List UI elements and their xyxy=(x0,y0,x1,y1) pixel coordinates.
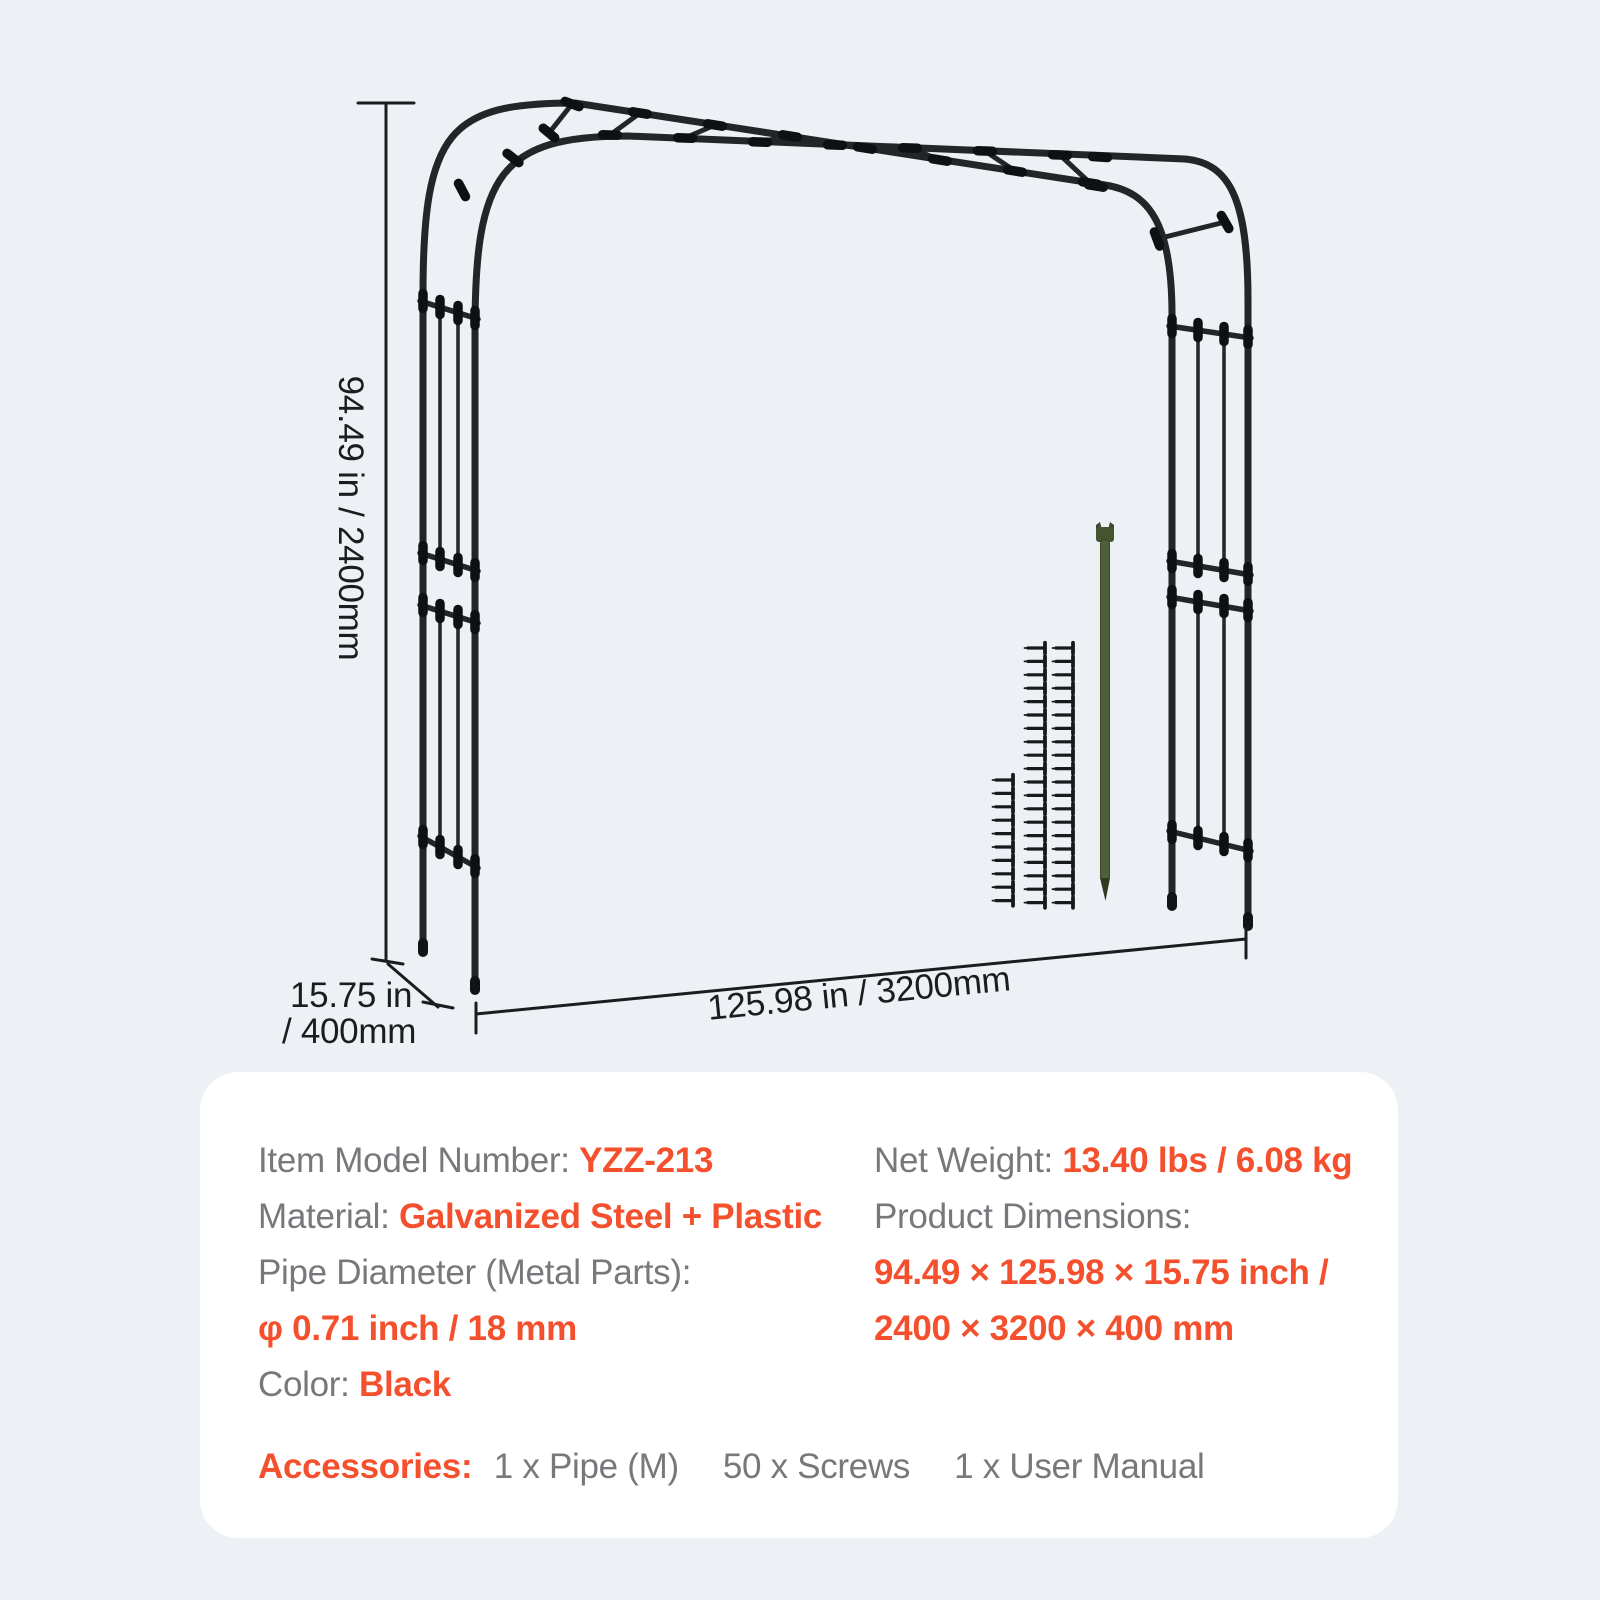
spec-value: 13.40 lbs / 6.08 kg xyxy=(1062,1141,1353,1180)
spec-left-column xyxy=(258,1133,822,1413)
pipe-joint xyxy=(1053,155,1068,156)
pipe-joint xyxy=(708,124,723,126)
accessories-row xyxy=(258,1439,1248,1495)
spec-label: Product Dimensions: xyxy=(874,1197,1192,1236)
screw-icon xyxy=(1025,683,1046,693)
spec-row-pipe-diameter-label xyxy=(258,1245,822,1301)
pipe-joint xyxy=(783,135,798,137)
screw-icon xyxy=(1053,737,1074,747)
screw-icon xyxy=(1025,643,1046,653)
depth-dim-label-line1: 15.75 in xyxy=(290,976,413,1015)
height-dim-label: 94.49 in / 2400mm xyxy=(330,375,370,661)
screw-icon xyxy=(1053,804,1074,814)
screw-icon xyxy=(1053,710,1074,720)
back-arch-tube xyxy=(423,103,1172,953)
screw-icon xyxy=(993,802,1014,812)
screw-icon xyxy=(1053,871,1074,881)
spec-value: Galvanized Steel + Plastic xyxy=(398,1197,823,1236)
ground-stake-pipe-icon xyxy=(1096,522,1114,901)
screw-icon xyxy=(1053,830,1074,840)
screw-icon xyxy=(1053,670,1074,680)
screw-icon xyxy=(993,895,1014,905)
spec-label: Color: xyxy=(258,1365,359,1404)
screw-icon xyxy=(993,882,1014,892)
spec-label: Material: xyxy=(258,1197,399,1236)
garden-arch-illustration xyxy=(420,101,1251,991)
spec-row-dimensions-inch xyxy=(874,1245,1352,1301)
spec-value: φ 0.71 inch / 18 mm xyxy=(258,1309,577,1348)
spec-label: Net Weight: xyxy=(874,1141,1063,1180)
screw-icon xyxy=(1025,737,1046,747)
pipe-joint xyxy=(507,153,519,162)
spec-row-model xyxy=(258,1133,822,1189)
spec-label: Item Model Number: xyxy=(258,1141,580,1180)
pipe-joint xyxy=(978,151,993,152)
screw-icon xyxy=(1025,710,1046,720)
pipe-joint xyxy=(753,142,768,143)
pipe-joint xyxy=(933,159,948,161)
screw-icon xyxy=(1025,750,1046,760)
width-dim-label: 125.98 in / 3200mm xyxy=(705,959,1013,1028)
screw-icon xyxy=(1025,871,1046,881)
screw-icon xyxy=(1053,857,1074,867)
screw-icon xyxy=(1053,790,1074,800)
spec-row-net-weight xyxy=(874,1133,1352,1189)
screw-icon xyxy=(1025,804,1046,814)
left-trellis-panel xyxy=(420,301,478,868)
front-arch-tube xyxy=(475,136,1248,991)
screw-icon xyxy=(1053,643,1074,653)
spec-row-dimensions-mm xyxy=(874,1301,1352,1357)
spec-card xyxy=(200,1072,1398,1538)
screw-icon xyxy=(1053,656,1074,666)
top-crossbars xyxy=(549,104,1225,239)
spec-right-column xyxy=(874,1133,1352,1357)
screw-icon xyxy=(1025,897,1046,907)
screw-icon xyxy=(1053,777,1074,787)
screw-icon xyxy=(1053,897,1074,907)
pipe-joint xyxy=(633,112,648,114)
screw-icon xyxy=(993,842,1014,852)
screw-icon xyxy=(1025,844,1046,854)
screw-icon xyxy=(1025,656,1046,666)
screw-icon xyxy=(1025,723,1046,733)
spec-row-dimensions-label xyxy=(874,1189,1352,1245)
screw-icon xyxy=(993,869,1014,879)
screw-icon xyxy=(1053,844,1074,854)
spec-label: Pipe Diameter (Metal Parts): xyxy=(258,1253,692,1292)
accessory-item-manual: 1 x User Manual xyxy=(954,1447,1205,1486)
pipe-joint xyxy=(828,145,843,146)
spec-value: 94.49 × 125.98 × 15.75 inch / xyxy=(874,1253,1329,1292)
screw-icon xyxy=(1053,750,1074,760)
screw-icon xyxy=(1053,723,1074,733)
spec-row-material xyxy=(258,1189,822,1245)
depth-dim-label-line2: / 400mm xyxy=(282,1012,417,1051)
right-trellis-panel xyxy=(1169,326,1251,851)
screw-icon xyxy=(993,828,1014,838)
pipe-joint xyxy=(1154,232,1159,246)
pipe-joint xyxy=(1221,216,1229,229)
screw-icon xyxy=(1025,830,1046,840)
screw-icon xyxy=(1025,670,1046,680)
screw-icon xyxy=(1025,777,1046,787)
accessory-item-screws: 50 x Screws xyxy=(722,1447,911,1486)
accessories-label: Accessories: xyxy=(258,1447,482,1486)
screw-icon xyxy=(1053,683,1074,693)
pipe-joint xyxy=(565,101,579,106)
screw-icon xyxy=(993,855,1014,865)
accessories-illustration xyxy=(993,522,1115,908)
spec-row-pipe-diameter-value xyxy=(258,1301,822,1357)
pipe-joint xyxy=(1089,185,1104,187)
screw-set-icon xyxy=(993,643,1074,908)
pipe-connector-joints xyxy=(423,101,1248,873)
pipe-joint xyxy=(858,147,873,149)
screw-icon xyxy=(1025,884,1046,894)
screw-icon xyxy=(1025,857,1046,867)
pipe-joint xyxy=(1093,157,1108,158)
spec-value: YZZ-213 xyxy=(579,1141,714,1180)
pipe-joint xyxy=(603,135,618,136)
accessory-item-pipe: 1 x Pipe (M) xyxy=(493,1447,679,1486)
screw-icon xyxy=(993,788,1014,798)
screw-icon xyxy=(1025,790,1046,800)
screw-icon xyxy=(1053,696,1074,706)
screw-icon xyxy=(1025,817,1046,827)
screw-icon xyxy=(1025,696,1046,706)
spec-value: Black xyxy=(359,1365,451,1404)
screw-icon xyxy=(1025,763,1046,773)
pipe-joint xyxy=(1008,170,1023,172)
screw-icon xyxy=(1053,884,1074,894)
screw-icon xyxy=(993,815,1014,825)
pipe-joint xyxy=(678,138,693,139)
screw-icon xyxy=(993,775,1014,785)
screw-icon xyxy=(1053,763,1074,773)
spec-value: 2400 × 3200 × 400 mm xyxy=(874,1309,1234,1348)
spec-row-color xyxy=(258,1357,822,1413)
pipe-joint xyxy=(459,183,466,196)
screw-icon xyxy=(1053,817,1074,827)
pipe-joint xyxy=(903,148,918,149)
